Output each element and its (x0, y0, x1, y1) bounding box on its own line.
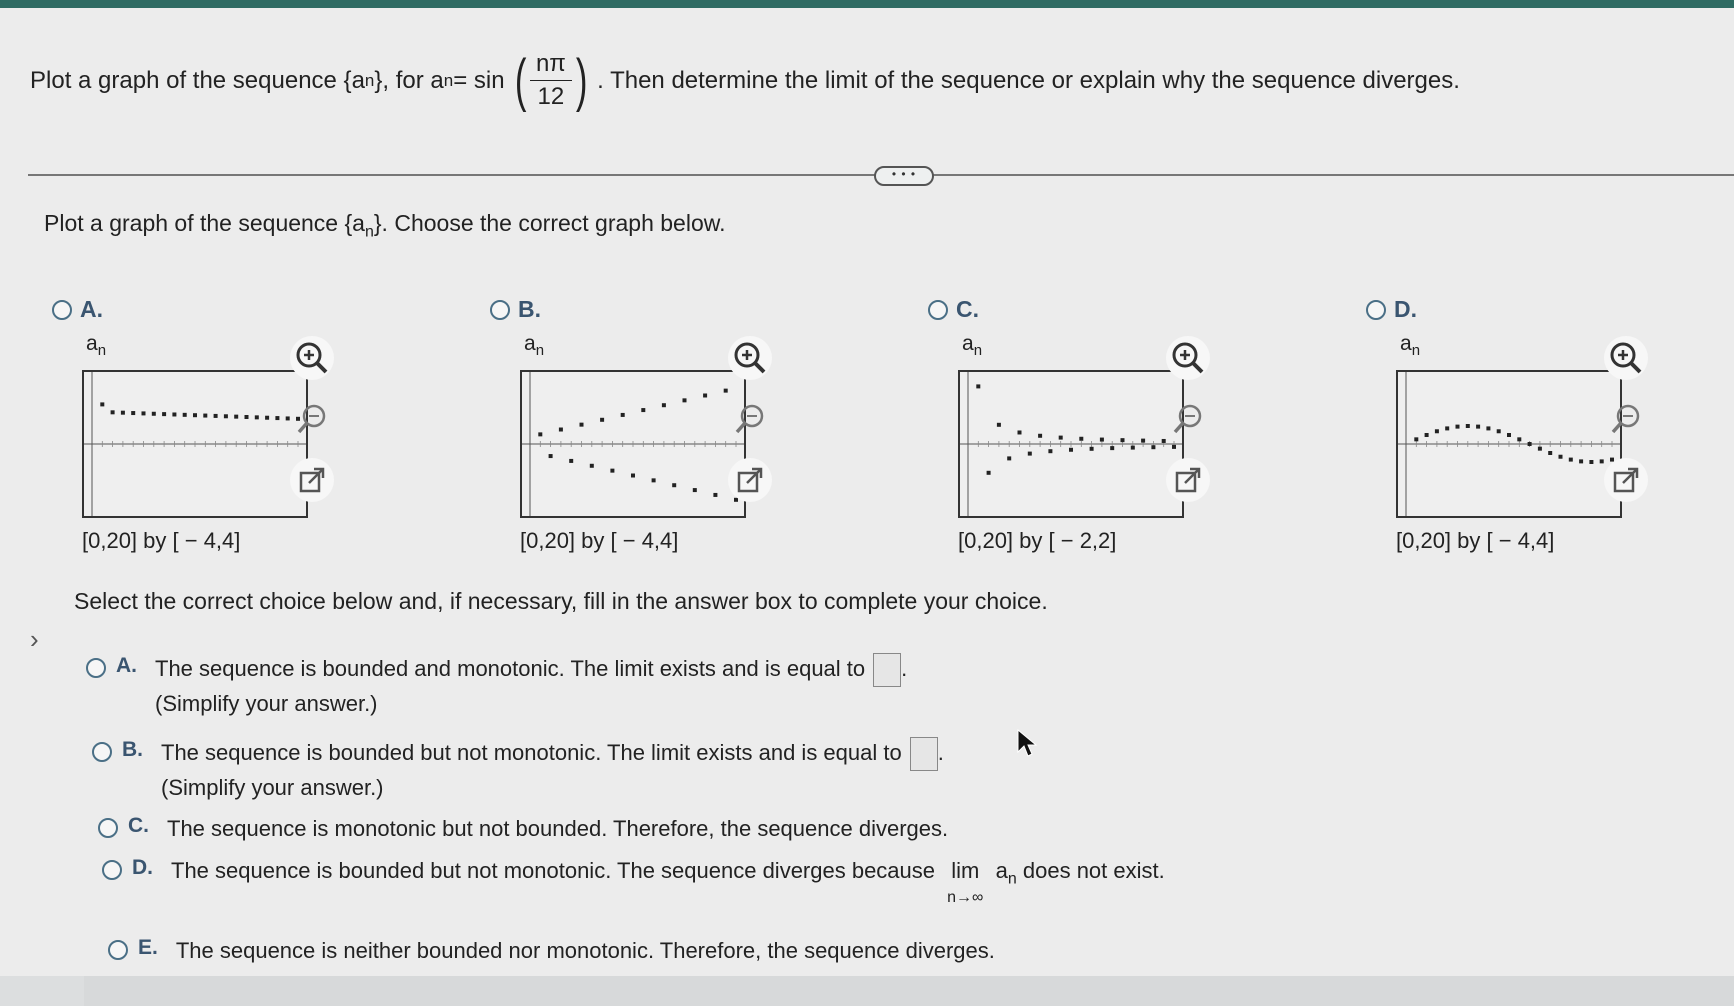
fraction-denominator: 12 (537, 83, 565, 110)
sub-n: n (364, 223, 374, 241)
sequence-point (1445, 426, 1449, 430)
choice-a[interactable] (86, 652, 907, 721)
lim-subscript: n→∞ (947, 889, 984, 906)
sequence-plot (82, 370, 308, 518)
sequence-point (693, 488, 697, 492)
radio-button[interactable] (108, 940, 128, 960)
sequence-point (631, 474, 635, 478)
graph-option-d[interactable] (1366, 296, 1696, 566)
option-letter: B. (518, 296, 541, 322)
top-bar (0, 0, 1734, 8)
sequence-point (987, 471, 991, 475)
sequence-point (1528, 442, 1532, 446)
sequence-point (183, 413, 187, 417)
question-eq: = sin (453, 66, 505, 94)
choice-letter: B. (122, 738, 143, 761)
sequence-point (100, 402, 104, 406)
sequence-point (203, 414, 207, 418)
choice-e[interactable] (108, 934, 995, 968)
sequence-point (549, 454, 553, 458)
sequence-point (172, 412, 176, 416)
choice-b[interactable] (92, 736, 944, 805)
sequence-point (1579, 459, 1583, 463)
sequence-point (1090, 447, 1094, 451)
sequence-point (1100, 438, 1104, 442)
sequence-point (600, 418, 604, 422)
sequence-point (1486, 426, 1490, 430)
choice-statement: The sequence is neither bounded nor monotonic. Therefore, the sequence diverges. (175, 938, 995, 963)
zoom-in-icon[interactable] (1604, 336, 1648, 380)
sequence-point (580, 423, 584, 427)
sequence-point (1497, 429, 1501, 433)
part2-prompt: Select the correct choice below and, if necessary, fill in the answer box to complete your choice. (74, 588, 1048, 614)
limit-expression (947, 854, 983, 906)
open-external-icon[interactable] (1166, 458, 1210, 502)
sequence-point (641, 408, 645, 412)
sequence-point (1456, 425, 1460, 429)
window-range: [0,20] by [ − 4,4] (82, 528, 241, 553)
sequence-point (255, 415, 259, 419)
open-external-icon[interactable] (1604, 458, 1648, 502)
graph-option-a[interactable] (52, 296, 382, 566)
plot-svg (84, 372, 306, 516)
choice-c[interactable] (98, 812, 948, 846)
sequence-point (1435, 429, 1439, 433)
plot-svg (960, 372, 1182, 516)
sequence-point (1476, 425, 1480, 429)
lim-text: lim (951, 858, 980, 883)
bottom-band (84, 976, 1734, 1006)
sequence-point (1414, 437, 1418, 441)
sequence-point (1559, 455, 1563, 459)
sequence-point (162, 412, 166, 416)
sequence-point (1172, 445, 1176, 449)
option-letter: A. (80, 296, 103, 322)
zoom-out-icon[interactable] (1166, 398, 1210, 442)
sequence-point (559, 428, 563, 432)
sub-n: n (443, 70, 454, 90)
sequence-point (1517, 437, 1521, 441)
sin-argument-fraction: ( $\frac{n\pi}{12}$ ) (514, 47, 588, 113)
sequence-point (1151, 445, 1155, 449)
sequence-point (703, 393, 707, 397)
question-page (0, 8, 1734, 976)
option-letter: D. (1394, 296, 1417, 322)
sequence-point (1466, 424, 1470, 428)
sub-n: n (364, 70, 375, 90)
choice-letter: C. (128, 814, 149, 837)
part1-prompt-a: Plot a graph of the sequence {a (44, 210, 365, 236)
sequence-point (569, 459, 573, 463)
an-text: a (995, 858, 1008, 883)
sequence-point (1425, 433, 1429, 437)
sequence-point (713, 493, 717, 497)
sequence-point (683, 398, 687, 402)
sequence-point (111, 410, 115, 414)
sequence-point (1538, 447, 1542, 451)
sequence-point (152, 412, 156, 416)
answer-box[interactable] (873, 653, 901, 687)
radio-button[interactable] (102, 860, 122, 880)
sequence-point (1059, 436, 1063, 440)
sequence-point (1162, 439, 1166, 443)
sequence-point (193, 413, 197, 417)
sequence-point (1048, 449, 1052, 453)
radio-button[interactable] (1366, 300, 1386, 320)
sequence-point (1038, 434, 1042, 438)
question-text (30, 48, 1460, 113)
sequence-point (245, 415, 249, 419)
sequence-point (1028, 452, 1032, 456)
choice-statement: The sequence is monotonic but not bounded. Therefore, the sequence diverges. (167, 816, 949, 841)
sequence-point (724, 389, 728, 393)
zoom-in-icon[interactable] (728, 336, 772, 380)
choice-d[interactable] (102, 854, 1165, 906)
chevron-right-icon[interactable]: › (30, 624, 39, 654)
sequence-point (1589, 460, 1593, 464)
sequence-point (234, 415, 238, 419)
fraction-numerator: nπ (530, 48, 572, 81)
sequence-point (997, 423, 1001, 427)
part1-prompt-b: }. Choose the correct graph below. (373, 210, 726, 236)
choice-letter: A. (116, 654, 137, 677)
radio-button[interactable] (98, 818, 118, 838)
choice-letter: D. (132, 856, 153, 879)
choice-text: The sequence is bounded and monotonic. The limit exists and is equal to . (Simplify your answer.) (155, 652, 907, 721)
sequence-point (1121, 438, 1125, 442)
sequence-point (142, 411, 146, 415)
sequence-point (976, 384, 980, 388)
question-mid: }, for a (374, 66, 444, 94)
sequence-point (1507, 433, 1511, 437)
sequence-point (538, 432, 542, 436)
sequence-point (1079, 437, 1083, 441)
radio-button[interactable] (928, 300, 948, 320)
choice-note: (Simplify your answer.) (155, 691, 378, 717)
sequence-point (1600, 459, 1604, 463)
choice-statement: The sequence is bounded and monotonic. The limit exists and is equal to (155, 656, 866, 681)
y-axis-label: $a_n$ (86, 332, 107, 360)
more-button[interactable]: • • • (874, 166, 934, 186)
sub-n: n (1007, 870, 1017, 888)
mouse-cursor-icon (1016, 728, 1038, 758)
sequence-point (590, 464, 594, 468)
y-axis-label: $a_n$ (1400, 332, 1421, 360)
plot-svg (522, 372, 744, 516)
sequence-point (224, 414, 228, 418)
choice-statement-b: does not exist. (1022, 858, 1165, 883)
sequence-plot (520, 370, 746, 518)
sequence-point (1069, 448, 1073, 452)
y-axis-label: $a_n$ (962, 332, 983, 360)
zoom-out-icon[interactable] (728, 398, 772, 442)
sequence-plot (1396, 370, 1622, 518)
choice-statement (171, 854, 1165, 906)
zoom-in-icon[interactable] (290, 336, 334, 380)
choice-statement-a: The sequence is bounded but not monotonic. The sequence diverges because (171, 858, 936, 883)
zoom-out-icon[interactable] (290, 398, 334, 442)
question-prefix: Plot a graph of the sequence {a (30, 66, 365, 94)
sequence-point (265, 416, 269, 420)
window-range: [0,20] by [ − 4,4] (520, 528, 679, 553)
sequence-plot (958, 370, 1184, 518)
sequence-point (1569, 458, 1573, 462)
answer-box[interactable] (910, 737, 938, 771)
open-external-icon[interactable] (290, 458, 334, 502)
sequence-point (662, 403, 666, 407)
sequence-point (610, 469, 614, 473)
sequence-point (1141, 439, 1145, 443)
choice-text: The sequence is bounded but not monotonic. The limit exists and is equal to . (Simplify your answer.) (161, 736, 944, 805)
y-axis-label: $a_n$ (524, 332, 545, 360)
zoom-in-icon[interactable] (1166, 336, 1210, 380)
sequence-point (214, 414, 218, 418)
sequence-point (621, 413, 625, 417)
option-letter: C. (956, 296, 979, 322)
sequence-point (1018, 430, 1022, 434)
choice-note: (Simplify your answer.) (161, 775, 384, 801)
sequence-point (131, 411, 135, 415)
sequence-point (652, 478, 656, 482)
choice-statement: The sequence is bounded but not monotonic. The limit exists and is equal to (161, 740, 902, 765)
sequence-point (1131, 446, 1135, 450)
radio-button[interactable] (86, 658, 106, 678)
sequence-point (1110, 446, 1114, 450)
choice-letter: E. (138, 936, 158, 959)
window-range: [0,20] by [ − 2,2] (958, 528, 1117, 553)
radio-button[interactable] (92, 742, 112, 762)
zoom-out-icon[interactable] (1604, 398, 1648, 442)
window-range: [0,20] by [ − 4,4] (1396, 528, 1555, 553)
plot-svg (1398, 372, 1620, 516)
sequence-point (672, 483, 676, 487)
sequence-point (121, 411, 125, 415)
radio-button[interactable] (52, 300, 72, 320)
sequence-point (275, 416, 279, 420)
question-suffix: . Then determine the limit of the sequence or explain why the sequence diverges. (597, 66, 1460, 94)
radio-button[interactable] (490, 300, 510, 320)
sequence-point (1007, 456, 1011, 460)
graph-option-c[interactable] (928, 296, 1258, 566)
graph-option-b[interactable] (490, 296, 820, 566)
sequence-point (1548, 451, 1552, 455)
open-external-icon[interactable] (728, 458, 772, 502)
part1-prompt (44, 210, 725, 242)
